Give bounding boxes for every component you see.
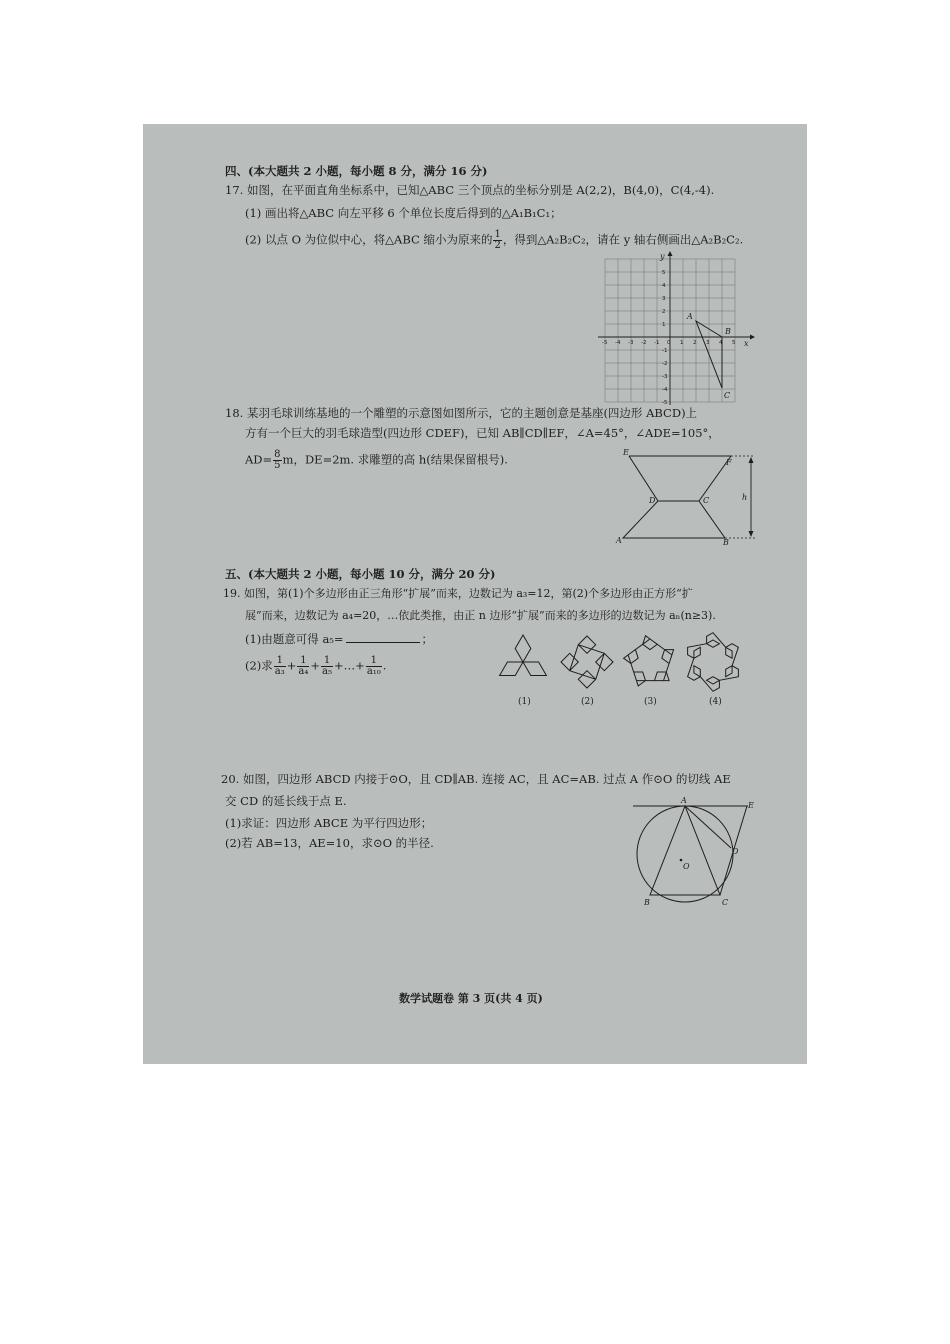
q17-part1: (1) 画出将△ABC 向左平移 6 个单位长度后得到的△A₁B₁C₁；: [245, 206, 562, 220]
q19-part2-prefix: (2)求: [245, 658, 273, 673]
y-tick-label: -5: [662, 400, 668, 406]
circle-o: [637, 806, 733, 902]
y-tick-label: 1: [662, 322, 666, 328]
fraction-a10: $\frac{1}{\text{a₁₀}}$: [366, 655, 381, 677]
y-tick-label: -4: [662, 387, 668, 393]
q19-part2: [245, 656, 386, 677]
figure-caption-1: (1): [518, 697, 531, 707]
figure-caption-4: (4): [709, 697, 722, 707]
y-tick-label: 2: [662, 309, 666, 315]
q18-line1: 18. 某羽毛球训练基地的一个雕塑的示意图如图所示，它的主题创意是基座(四边形 ABCD)上: [225, 406, 698, 420]
q18-line3-text-b: m，DE=2m. 求雕塑的高 h(结果保留根号).: [282, 452, 508, 467]
q17-fraction: $\frac{1}{2}$: [494, 229, 501, 251]
fraction-a5: $\frac{1}{\text{a₅}}$: [322, 655, 333, 677]
q20-line2: 交 CD 的延长线于点 E.: [225, 794, 347, 808]
x-tick-label: 2: [693, 340, 697, 346]
y-tick-label: 3: [662, 296, 666, 302]
x-tick-label: -4: [615, 340, 621, 346]
x-tick-label: -2: [641, 340, 647, 346]
section-5-header: 五、(本大题共 2 小题，每小题 10 分，满分 20 分): [225, 567, 496, 581]
polygon-from-hexagon: [688, 633, 739, 692]
x-tick-label: 0: [667, 340, 671, 346]
plus-sign: +: [286, 658, 297, 673]
q18-line3-text-a: AD=: [245, 452, 273, 467]
center-point: [680, 859, 683, 862]
q19-line2: 展”而来，边数记为 a₄=20，…依此类推，由正 n 边形“扩展”而来的多边形的边数记为 aₙ(n≥3).: [245, 609, 716, 622]
q18-line2: 方有一个巨大的羽毛球造型(四边形 CDEF)，已知 AB∥CD∥EF，∠A=45°，∠ADE=105°，: [245, 426, 720, 440]
y-tick-label: -3: [662, 374, 668, 380]
q20-part1: (1)求证：四边形 ABCE 为平行四边形；: [225, 816, 433, 830]
point-c-label: C: [703, 496, 710, 505]
q19-part1: [245, 632, 433, 646]
point-d-label: D: [732, 847, 739, 856]
point-a-label: A: [687, 312, 693, 321]
fraction-a4: $\frac{1}{\text{a₄}}$: [298, 655, 309, 677]
fraction-a3: $\frac{1}{\text{a₃}}$: [274, 655, 285, 677]
x-axis-arrow: [750, 335, 755, 340]
point-d-label: D: [649, 496, 656, 505]
q18-sculpture-figure: [613, 446, 763, 546]
point-b-label: B: [723, 538, 729, 546]
x-tick-label: 4: [719, 340, 723, 346]
q19-part1-end: ；: [421, 632, 434, 646]
x-tick-labels: [602, 340, 736, 346]
q17-part2-text-a: (2) 以点 O 为位似中心，将△ABC 缩小为原来的: [245, 232, 493, 247]
q17-coordinate-grid: [598, 250, 758, 406]
q17-part2-text-b: ，得到△A₂B₂C₂，请在 y 轴右侧画出△A₂B₂C₂.: [502, 232, 744, 247]
base-abcd: [623, 501, 725, 538]
section-4-header: 四、(本大题共 2 小题，每小题 8 分，满分 16 分): [225, 164, 488, 178]
q17-stem: 17. 如图，在平面直角坐标系中，已知△ABC 三个顶点的坐标分别是 A(2,2)，B(4,0)，C(4,-4).: [225, 183, 715, 197]
q20-line1: 20. 如图，四边形 ABCD 内接于⊙O，且 CD∥AB. 连接 AC，且 AC=AB. 过点 A 作⊙O 的切线 AE: [221, 772, 731, 786]
y-axis-arrow: [668, 251, 673, 256]
shuttlecock-sides: [629, 456, 731, 501]
q20-part2: (2)若 AB=13，AE=10，求⊙O 的半径.: [225, 836, 434, 850]
point-b-label: B: [725, 327, 731, 336]
y-tick-label: -1: [662, 348, 668, 354]
exam-page: [143, 124, 807, 1064]
y-tick-label: 4: [662, 283, 666, 289]
q20-circle-figure: [628, 796, 758, 916]
height-arrow-down: [749, 531, 754, 537]
triangle-abc: [650, 806, 720, 895]
q18-line3: [245, 450, 508, 471]
y-tick-label: 5: [662, 270, 666, 276]
q19-polygon-figures: [498, 632, 748, 712]
figure-caption-3: (3): [644, 697, 657, 707]
x-tick-label: -5: [602, 340, 608, 346]
y-axis-label: y: [660, 252, 665, 261]
point-c-label: C: [722, 898, 729, 907]
x-axis-label: x: [744, 339, 749, 348]
y-tick-labels: [662, 270, 668, 406]
height-arrow-up: [749, 457, 754, 463]
x-tick-label: -1: [654, 340, 660, 346]
x-tick-label: -3: [628, 340, 634, 346]
y-tick-label: -2: [662, 361, 668, 367]
point-a-label: A: [681, 796, 687, 805]
point-e-label: E: [748, 801, 754, 810]
polygon-from-pentagon: [624, 636, 674, 686]
point-a-label: A: [616, 536, 622, 545]
plus-sign: +: [310, 658, 321, 673]
polygon-from-triangle: [500, 635, 547, 676]
point-o-label: O: [683, 862, 690, 871]
q19-line1: 19. 如图，第(1)个多边形由正三角形“扩展”而来，边数记为 a₃=12，第(2)个多边形由正方形“扩: [223, 587, 693, 600]
point-e-label: E: [623, 448, 629, 457]
q17-part2: [245, 230, 743, 251]
period: .: [382, 658, 387, 673]
q18-fraction: $\frac{8}{5}$: [274, 449, 281, 471]
x-tick-label: 1: [680, 340, 684, 346]
polygon-from-square: [561, 636, 613, 688]
height-label: h: [742, 493, 748, 502]
q19-part1-text: (1)由题意可得 a₅=: [245, 632, 344, 646]
point-b-label: B: [644, 898, 650, 907]
answer-blank[interactable]: [346, 642, 420, 643]
x-tick-label: 5: [732, 340, 736, 346]
point-c-label: C: [724, 391, 731, 400]
ellipsis-plus: +…+: [334, 658, 365, 673]
point-f-label: F: [726, 458, 732, 467]
x-tick-label: 3: [706, 340, 710, 346]
figure-caption-2: (2): [581, 697, 594, 707]
page-footer: 数学试题卷 第 3 页(共 4 页): [399, 992, 543, 1005]
